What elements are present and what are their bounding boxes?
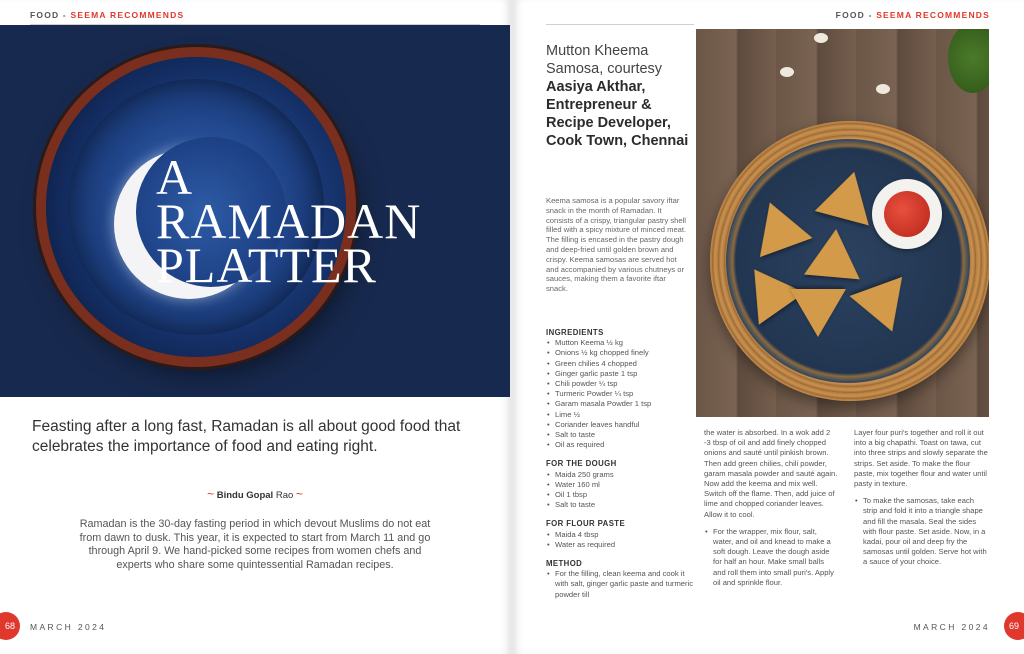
dough-item: • Salt to taste: [546, 500, 696, 510]
method-step: • For the wrapper, mix flour, salt, water, and oil and knead to make a soft dough. Leave the dough aside for half an hour. Make small balls and roll them into small puri's. Apply oil and sprinkle flour.: [704, 527, 838, 588]
paste-item: • Maida 4 tbsp: [546, 530, 696, 540]
method-heading: METHOD: [546, 559, 583, 569]
dough-item: • Oil 1 tbsp: [546, 490, 696, 500]
page-number: 69: [1004, 612, 1024, 640]
swirl-icon: ~: [295, 487, 303, 501]
author-last-name: Rao: [275, 490, 294, 501]
swirl-icon: ~: [207, 487, 215, 501]
ingredients-heading: INGREDIENTS: [546, 328, 604, 337]
sauce-bowl: [872, 179, 942, 249]
method-step-continued: the water is absorbed. In a wok add 2 -3 tbsp of oil and add finely chopped onions and sauté until pinkish brown. Then add green chilies, chili powder, garam masala powder and sauté again. Now add the keema and mix well. Switch off the flame. Then, add juice of lime and chopped coriander leaves. Allow it to cool.: [704, 428, 838, 519]
samosa: [804, 227, 864, 280]
dough-list: [546, 470, 696, 511]
ingredient-item: • Lime ½: [546, 410, 696, 420]
garlic-clove: [814, 33, 828, 43]
dough-heading: FOR THE DOUGH: [546, 459, 617, 469]
section-name: SEEMA RECOMMENDS: [876, 10, 990, 20]
method-step: • To make the samosas, take each strip and fold it into a triangle shape and fill the masala. Seal the sides with flour paste. Set aside. Now, in a kadai, pour oil and deep fry the samosas until golden. Serve hot with a sauce of your choice.: [854, 496, 988, 567]
method-step: • For the filling, clean keema and cook it with salt, ginger garlic paste and turmeric powder till: [546, 569, 696, 600]
header-rule: [546, 24, 694, 25]
paste-heading: FOR FLOUR PASTE: [546, 519, 626, 529]
garlic-clove: [780, 67, 794, 77]
method-list: [546, 569, 696, 600]
section-prefix: FOOD: [30, 10, 60, 20]
ingredient-item: • Ginger garlic paste 1 tsp: [546, 369, 696, 379]
recipe-description: Keema samosa is a popular savory iftar snack in the month of Ramadan. It consists of a crispy, triangular pastry shell filled with a spicy mixture of minced meat. The filling is encased in the pastry dough and deep-fried until golden brown and crispy. Keema samosas are served hot and accompanied by various chutneys or sauces, making them a favorite iftar snack.: [546, 196, 687, 294]
issue-date: MARCH 2024: [30, 622, 107, 632]
ingredient-item: • Green chilies 4 chopped: [546, 359, 696, 369]
ingredient-item: • Garam masala Powder 1 tsp: [546, 399, 696, 409]
dough-item: • Maida 250 grams: [546, 470, 696, 480]
ketchup: [884, 191, 930, 237]
recipe-credit: Aasiya Akthar, Entrepreneur & Recipe Developer, Cook Town, Chennai: [546, 79, 689, 149]
intro-paragraph: Ramadan is the 30-day fasting period in which devout Muslims do not eat from dawn to dusk. This year, it is expected to start from March 11 and go through April 9. We hand-picked some recipes from women chefs and experts who share some quintessential Ramadan recipes.: [79, 518, 431, 571]
page-number: 68: [0, 612, 20, 640]
section-tag: [836, 10, 990, 20]
garlic-clove: [876, 84, 890, 94]
ingredients-column: [546, 328, 696, 600]
recipe-name: Mutton Kheema Samosa, courtesy: [546, 43, 663, 77]
title-line-2: RAMADAN: [156, 193, 422, 249]
left-page: [0, 0, 510, 654]
ingredient-item: • Coriander leaves handful: [546, 420, 696, 430]
title-line-1: A: [156, 149, 194, 205]
ingredient-item: • Turmeric Powder ¼ tsp: [546, 389, 696, 399]
herb-garnish: [948, 29, 989, 93]
ingredient-item: • Salt to taste: [546, 430, 696, 440]
ingredient-item: • Chili powder ¼ tsp: [546, 379, 696, 389]
method-column-2: [704, 428, 838, 595]
hero-image: [0, 25, 510, 397]
issue-date: MARCH 2024: [913, 622, 990, 632]
lede: Feasting after a long fast, Ramadan is all about good food that celebrates the importance of food and eating right.: [32, 418, 461, 455]
serving-plate: [726, 139, 970, 383]
samosa: [790, 289, 846, 337]
section-name: SEEMA RECOMMENDS: [70, 10, 185, 20]
section-separator: -: [865, 10, 877, 20]
paste-list: [546, 530, 696, 550]
section-tag: [30, 10, 184, 20]
samosa-photo: [696, 29, 989, 417]
samosa: [849, 277, 918, 341]
paste-item: • Water as required: [546, 540, 696, 550]
ingredients-list: [546, 338, 696, 450]
method-step-continued: Layer four puri's together and roll it out into a big chapathi. Toast on tawa, cut into three strips and slowly separate the strips. Set aside. To make the flour paste, mix together flour and water until pasty in texture.: [854, 428, 988, 489]
ingredient-item: • Mutton Keema ½ kg: [546, 338, 696, 348]
article-title: [156, 149, 422, 293]
section-prefix: FOOD: [835, 10, 866, 20]
section-separator: -: [59, 10, 71, 20]
byline: [0, 487, 510, 501]
ingredient-item: • Onions ½ kg chopped finely: [546, 348, 696, 358]
method-column-3: [854, 428, 988, 575]
right-page: [514, 0, 1024, 654]
recipe-title: [546, 42, 696, 150]
dough-item: • Water 160 ml: [546, 480, 696, 490]
author-first-name: Bindu Gopal: [216, 490, 274, 501]
ingredient-item: • Oil as required: [546, 440, 696, 450]
title-line-3: PLATTER: [156, 237, 377, 293]
samosa: [743, 193, 812, 257]
